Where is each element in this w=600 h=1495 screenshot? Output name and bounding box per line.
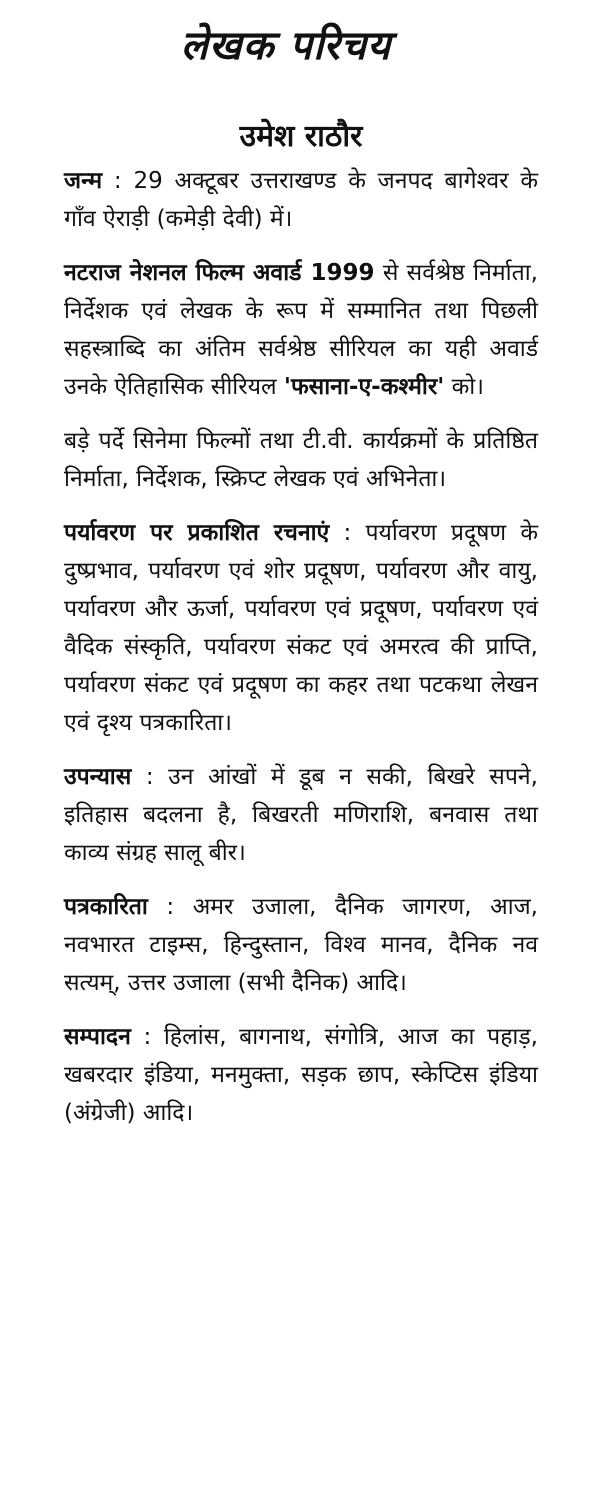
novels-text: : उन आंखों में डूब न सकी, बिखरे सपने, इतिहास बदलना है, बिखरती मणिराशि, बनवास तथा काव्य संग्रह सालू बीर। (64, 764, 538, 866)
award-text: से सर्वश्रेष्ठ निर्माता, निर्देशक एवं लेखक के रूप में सम्मानित तथा पिछली सहस्त्राब्दि का अंतिम सर्वश्रेष्ठ सीरियल का यही अवार्ड उनके ऐतिहासिक सीरियल (64, 260, 538, 400)
career-paragraph (64, 422, 538, 498)
environment-works-paragraph (64, 514, 538, 742)
environment-works-text: : पर्यावरण प्रदूषण के दुष्प्रभाव, पर्यावरण एवं शोर प्रदूषण, पर्यावरण और वायु, पर्यावरण और ऊर्जा, पर्यावरण एवं प्रदूषण, पर्यावरण एवं वैदिक संस्कृति, पर्यावरण संकट एवं अमरत्व की प्राप्ति, पर्यावरण संकट एवं प्रदूषण का कहर तथा पटकथा लेखन एवं दृश्य पत्रकारिता। (64, 520, 538, 736)
journalism-paragraph (64, 888, 538, 1002)
environment-works-label: पर्यावरण पर प्रकाशित रचनाएं (64, 520, 330, 546)
birth-paragraph (64, 162, 538, 238)
editing-paragraph (64, 1018, 538, 1132)
birth-text: : 29 अक्टूबर उत्तराखण्ड के जनपद बागेश्वर के गाँव ऐराड़ी (कमेड़ी देवी) में। (64, 168, 538, 232)
journalism-text: : अमर उजाला, दैनिक जागरण, आज, नवभारत टाइम्स, हिन्दुस्तान, विश्व मानव, दैनिक नव सत्यम्, उत्तर उजाला (सभी दैनिक) आदि। (64, 894, 538, 996)
novels-label: उपन्यास (64, 764, 132, 790)
award-tail: को। (444, 374, 484, 400)
journalism-label: पत्रकारिता (64, 894, 148, 920)
author-name: उमेश राठौर (239, 119, 363, 154)
career-text: बड़े पर्दे सिनेमा फिल्मों तथा टी.वी. कार्यक्रमों के प्रतिष्ठित निर्माता, निर्देशक, स्क्रिप्ट लेखक एवं अभिनेता। (64, 428, 538, 492)
novels-paragraph (64, 758, 538, 872)
editing-text: : हिलांस, बागनाथ, संगोत्रि, आज का पहाड़, खबरदार इंडिया, मनमुक्ता, सड़क छाप, स्केप्टिस इंडिया (अंग्रेजी) आदि। (64, 1024, 538, 1126)
award-label: नटराज नेशनल फिल्म अवार्ड 1999 (64, 260, 375, 286)
editing-label: सम्पादन (64, 1024, 131, 1050)
page-heading: लेखक परिचय (180, 23, 392, 69)
serial-title: 'फसाना-ए-कश्मीर' (283, 374, 445, 400)
birth-label: जन्म (64, 168, 103, 194)
award-paragraph (64, 254, 538, 406)
